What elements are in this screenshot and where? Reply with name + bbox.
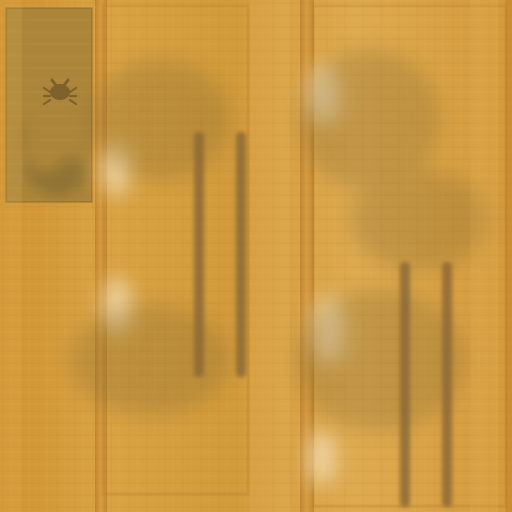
seam-left <box>95 0 107 512</box>
bar-3 <box>400 262 410 507</box>
bar-1 <box>194 132 204 377</box>
bar-2 <box>236 132 246 377</box>
bar-4 <box>442 262 452 507</box>
